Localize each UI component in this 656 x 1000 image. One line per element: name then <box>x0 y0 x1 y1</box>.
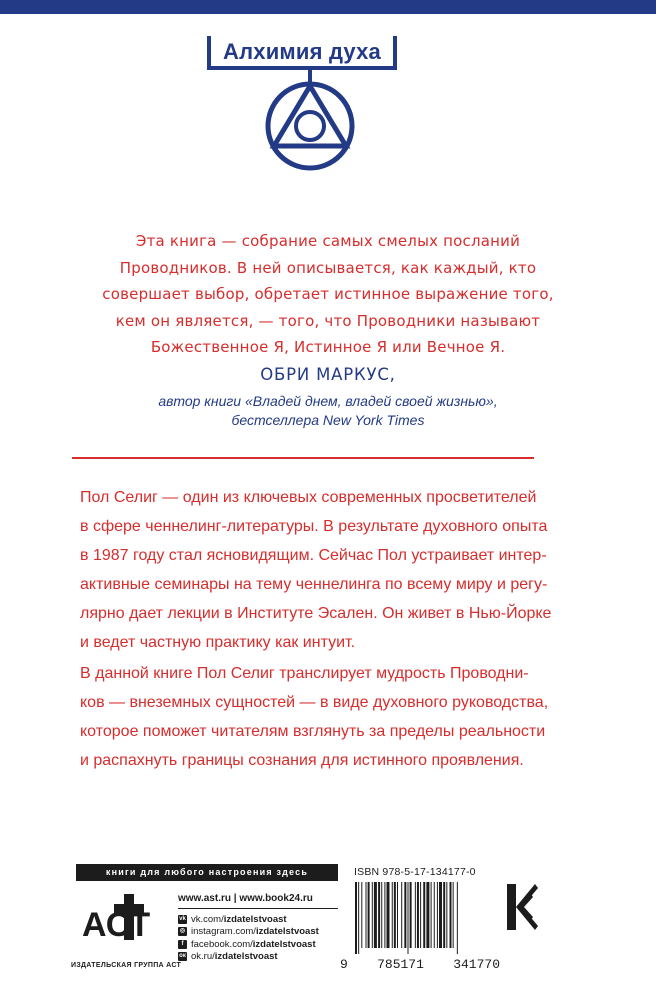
bio-line: Пол Селиг — один из ключевых современных просветителей <box>80 489 537 506</box>
credit-line: автор книги «Владей днем, владей своей жизнью», <box>158 393 498 409</box>
social-link-ok[interactable] <box>178 951 348 964</box>
barcode-bar <box>457 882 458 954</box>
bio-line: в сфере ченнелинг-литературы. В результате духовного опыта <box>80 518 548 535</box>
social-link-vk[interactable] <box>178 913 348 926</box>
quote-line: кем он является, — того, что Проводники называют <box>115 311 541 330</box>
philosophers-stone-emblem-icon <box>265 70 355 178</box>
barcode-bar <box>443 882 445 948</box>
websites-separator <box>178 908 338 909</box>
endorsement-quote <box>60 228 596 361</box>
description-line: и распахнуть границы сознания для истинного проявления. <box>80 752 524 769</box>
ast-logo-icon <box>80 890 160 950</box>
series-title-box <box>207 36 397 68</box>
barcode-bar <box>431 882 432 948</box>
barcode-bar <box>437 882 438 948</box>
isbn-label: ISBN 978-5-17-134177-0 <box>354 866 476 878</box>
quote-line: Эта книга — собрание самых смелых посланий <box>135 232 521 250</box>
barcode-bar <box>408 882 409 954</box>
section-divider <box>72 457 534 459</box>
bio-line: лярно дает лекции в Институте Эсален. Он живет в Нью-Йорке <box>80 605 552 622</box>
ast-logo-text: АСТ <box>82 906 151 944</box>
social-prefix: vk.com/ <box>191 913 224 925</box>
k-imprint-logo-icon <box>505 880 539 934</box>
barcode-bar <box>355 882 357 954</box>
facebook-icon: f <box>178 940 187 949</box>
barcode-bar <box>394 882 396 948</box>
social-prefix: ok.ru/ <box>191 951 215 963</box>
publisher-slogan: книги для любого настроения здесь <box>76 864 338 881</box>
social-handle: izdatelstvoast <box>255 926 319 938</box>
barcode-digits <box>340 957 500 972</box>
social-link-facebook[interactable] <box>178 938 348 951</box>
bio-line: в 1987 году стал ясновидящим. Сейчас Пол устраивает интер- <box>80 547 547 564</box>
barcode-bar <box>453 882 454 948</box>
barcode-bar <box>368 882 370 948</box>
social-links <box>178 913 348 963</box>
series-title: Алхимия духа <box>223 39 381 64</box>
quote-line: Проводников. В ней описывается, как каждый, кто <box>119 258 537 277</box>
barcode-bar <box>426 882 429 948</box>
barcode-bar <box>366 882 367 948</box>
barcode-bar <box>423 882 425 948</box>
barcode-bar <box>381 882 382 948</box>
barcode-bar <box>439 882 442 948</box>
instagram-icon: ◎ <box>179 928 186 935</box>
barcode-bar <box>450 882 452 948</box>
description-line: которое поможет читателям взглянуть за пределы реальности <box>80 723 546 740</box>
credit-line: бестселлера New York Times <box>231 412 425 428</box>
bio-line: активные семинары на тему ченнелинга по всему миру и регу- <box>80 576 548 593</box>
description-line: В данной книге Пол Селиг транслирует мудрость Проводни- <box>80 665 529 682</box>
barcode-digit-group: 785171 <box>377 957 424 972</box>
social-handle: izdatelstvoast <box>252 938 316 950</box>
ok-icon: ок <box>179 953 186 960</box>
top-color-band <box>0 0 656 14</box>
quote-line: Божественное Я, Истинное Я или Вечное Я. <box>150 338 506 356</box>
barcode-bar <box>374 882 377 948</box>
barcode-bar <box>387 882 390 948</box>
social-prefix: facebook.com/ <box>191 938 253 950</box>
barcode-bar <box>358 882 359 954</box>
barcode-bar <box>434 882 435 948</box>
quote-author: ОБРИ МАРКУС, <box>260 365 396 384</box>
quote-author-credit <box>60 392 596 430</box>
author-bio-paragraph <box>80 483 570 657</box>
publisher-caption: ИЗДАТЕЛЬСКАЯ ГРУППА АСТ <box>71 962 182 969</box>
description-line: ков — внеземных сущностей — в виде духовного руководства, <box>80 694 549 711</box>
barcode-bar <box>378 882 380 948</box>
publisher-websites[interactable]: www.ast.ru | www.book24.ru <box>178 893 313 904</box>
barcode-bar <box>384 882 385 948</box>
barcode-digit-group: 9 <box>340 957 348 972</box>
social-handle: izdatelstvoast <box>223 913 287 925</box>
bio-line: и ведет частную практику как интуит. <box>80 634 356 651</box>
barcode-bar <box>410 882 412 948</box>
isbn-barcode <box>354 882 492 954</box>
quote-line: совершает выбор, обретает истинное выражение того, <box>102 285 554 303</box>
social-prefix: instagram.com/ <box>191 926 256 938</box>
barcode-digit-group: 341770 <box>453 957 500 972</box>
vk-icon: vk <box>179 915 186 922</box>
social-link-instagram[interactable] <box>178 926 348 939</box>
social-handle: izdatelstvoast <box>214 951 278 963</box>
barcode-bar <box>415 882 416 948</box>
book-description-paragraph <box>80 659 570 775</box>
barcode-bar <box>417 882 419 948</box>
barcode-bar <box>392 882 393 948</box>
barcode-bar <box>397 882 398 948</box>
barcode-bar <box>420 882 421 948</box>
barcode-bar <box>361 882 362 948</box>
barcode-bar <box>372 882 373 948</box>
barcode-bar <box>446 882 447 948</box>
barcode-bar <box>404 882 406 948</box>
barcode-bar <box>401 882 402 948</box>
